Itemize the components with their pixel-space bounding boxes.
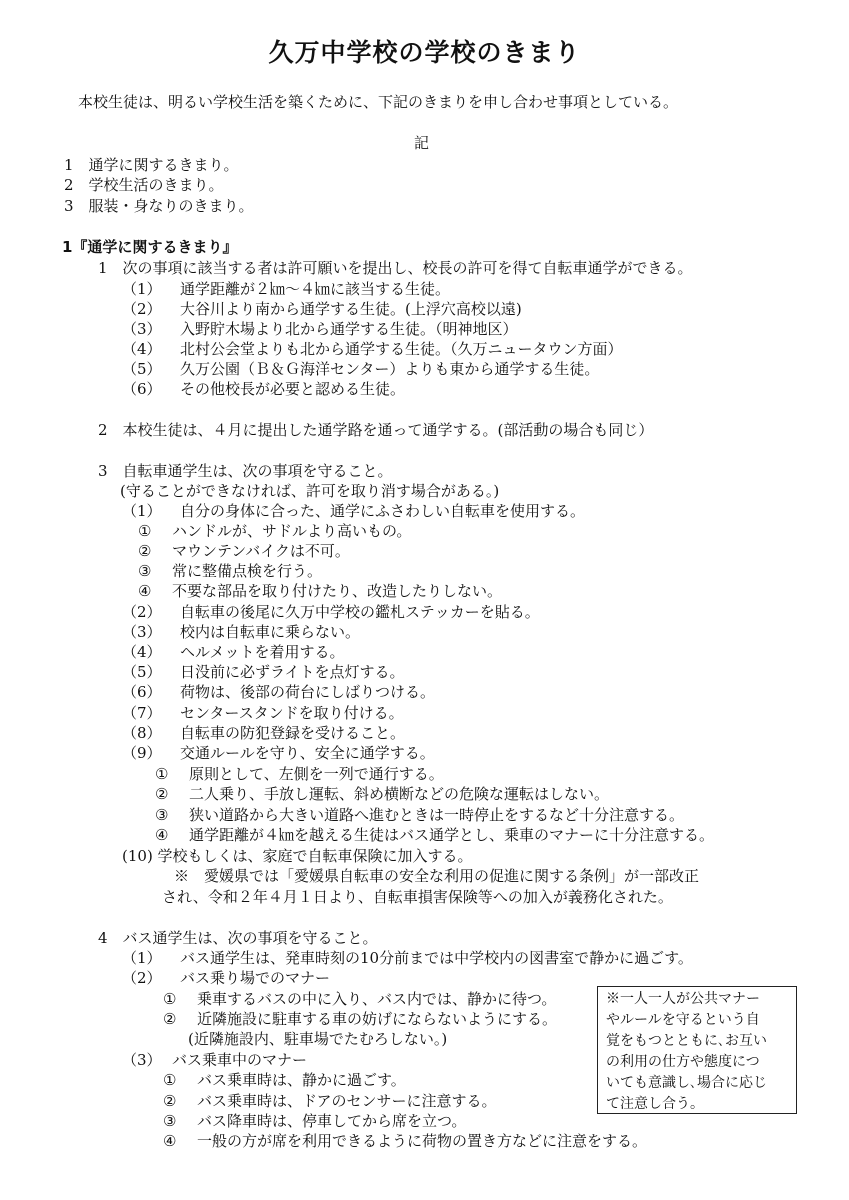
- circle-text: 近隣施設に駐車する車の妨げにならないようにする。: [197, 1010, 558, 1028]
- circle-mark: ①: [163, 990, 177, 1008]
- sub-item: [122, 1050, 307, 1070]
- circle-item: [138, 561, 322, 581]
- side-note-line: 覚をもつとともに､お互い: [606, 1033, 767, 1049]
- circle-item: [163, 1131, 647, 1151]
- circle-item: [155, 784, 609, 804]
- section1-heading: 1『通学に関するきまり』: [62, 238, 238, 256]
- sub-text: バス乗車中のマナー: [172, 1051, 308, 1069]
- circle-text: バス乗車時は、静かに過ごす。: [197, 1071, 406, 1089]
- sub-text: バス通学生は、発車時刻の10分前までは中学校内の図書室で静かに過ごす。: [180, 949, 693, 967]
- circle-mark: ①: [138, 522, 152, 540]
- toc-item: 1 通学に関するきまり。: [64, 156, 239, 174]
- circle-text: 常に整備点検を行う。: [172, 562, 323, 580]
- page-title: 久万中学校の学校のきまり: [268, 38, 581, 67]
- rule-item-3-note: (守ることができなければ、許可を取り消す場合がある。): [120, 482, 500, 500]
- circle-mark: ③: [138, 562, 152, 580]
- sub-text: センタースタンドを取り付ける。: [180, 704, 404, 722]
- sub-text: 北村公会堂よりも北から通学する生徒。（久万ニュータウン方面）: [180, 340, 623, 358]
- sub-item: [122, 379, 405, 399]
- sub-mark: （1）: [122, 502, 162, 520]
- sub-text: 自転車の後尾に久万中学校の鑑札ステッカーを貼る。: [180, 603, 540, 621]
- circle-text: マウンテンバイクは不可。: [172, 542, 350, 560]
- sub-text: 交通ルールを守り、安全に通学する。: [180, 744, 435, 762]
- sub-item: [122, 622, 360, 642]
- circle-item: [163, 1070, 406, 1090]
- side-note-line: ※一人一人が公共マナー: [606, 991, 760, 1007]
- sub-text: 自分の身体に合った、通学にふさわしい自転車を使用する。: [180, 502, 586, 520]
- sub-item: [122, 602, 540, 622]
- circle-mark: ②: [155, 785, 169, 803]
- sub-text: 大谷川より南から通学する生徒。(上浮穴高校以遠): [180, 300, 522, 318]
- sub-text: 久万公園（Ｂ＆Ｇ海洋センター）よりも東から通学する生徒。: [180, 360, 600, 378]
- sub-item: [122, 359, 599, 379]
- rule-item-1: 1 次の事項に該当する者は許可願いを提出し、校長の許可を得て自転車通学ができる。: [98, 259, 693, 277]
- toc-item: 2 学校生活のきまり。: [64, 176, 224, 194]
- side-note-line: いても意識し､場合に応じ: [606, 1075, 767, 1091]
- sub-mark: （3）: [122, 1051, 162, 1069]
- parking-note: (近隣施設内、駐車場でたむろしない。): [188, 1030, 448, 1048]
- rule-item-2: 2 本校生徒は、４月に提出した通学路を通って通学する。(部活動の場合も同じ）: [98, 421, 654, 439]
- circle-text: 原則として、左側を一列で通行する。: [189, 765, 444, 783]
- circle-mark: ④: [138, 582, 152, 600]
- circle-item: [138, 541, 350, 561]
- circle-text: バス降車時は、停車してから席を立つ。: [197, 1112, 467, 1130]
- side-note-line: の利用の仕方や態度につ: [606, 1054, 760, 1070]
- sub-item: [122, 299, 522, 319]
- sub-item: [122, 682, 435, 702]
- sub-text: 自転車の防犯登録を受けること。: [180, 724, 406, 742]
- side-note-box: [597, 986, 797, 1114]
- sub-item: [122, 339, 623, 359]
- sub-text: 日没前に必ずライトを点灯する。: [180, 663, 405, 681]
- circle-mark: ①: [155, 765, 169, 783]
- sub-mark: （2）: [122, 969, 162, 987]
- insurance-note-line-1: ※ 愛媛県では「愛媛県自転車の安全な利用の促進に関する条例」が一部改正: [174, 867, 700, 885]
- sub-mark: （5）: [122, 663, 162, 681]
- sub-mark: （3）: [122, 623, 162, 641]
- circle-item: [163, 1091, 497, 1111]
- sub-mark: （5）: [122, 360, 162, 378]
- circle-text: バス乗車時は、ドアのセンサーに注意する。: [197, 1092, 497, 1110]
- sub-item: [122, 501, 585, 521]
- sub-mark: （2）: [122, 603, 162, 621]
- circle-item: [138, 581, 502, 601]
- sub-item: [122, 723, 405, 743]
- circle-item: [155, 805, 684, 825]
- circle-mark: ③: [163, 1112, 177, 1130]
- sub-mark: （6）: [122, 380, 162, 398]
- rule-item-4: 4 バス通学生は、次の事項を守ること。: [98, 929, 378, 947]
- sub-mark: （9）: [122, 744, 162, 762]
- circle-item: [155, 825, 714, 845]
- circle-item: [163, 1111, 466, 1131]
- sub-mark: （7）: [122, 704, 162, 722]
- circle-text: 狭い道路から大きい道路へ進むときは一時停止をするなど十分注意する。: [189, 806, 685, 824]
- circle-text: 不要な部品を取り付けたり、改造したりしない。: [172, 582, 503, 600]
- sub-item: [122, 743, 435, 763]
- sub-mark: （8）: [122, 724, 162, 742]
- sub-text: 荷物は、後部の荷台にしばりつける。: [180, 683, 436, 701]
- circle-item: [155, 764, 444, 784]
- toc-item: 3 服装・身なりのきまり。: [64, 197, 254, 215]
- sub-item: [122, 319, 518, 339]
- sub-mark: （3）: [122, 320, 162, 338]
- sub-mark: （1）: [122, 949, 162, 967]
- sub-mark: （4）: [122, 643, 162, 661]
- circle-mark: ④: [163, 1132, 177, 1150]
- circle-mark: ②: [163, 1092, 177, 1110]
- sub-item: [122, 948, 693, 968]
- sub-mark: （2）: [122, 300, 162, 318]
- sub-text: 通学距離が２㎞～４㎞に該当する生徒。: [180, 280, 451, 298]
- sub-text: 校内は自転車に乗らない。: [180, 623, 361, 641]
- circle-text: 通学距離が４㎞を越える生徒はバス通学とし、乗車のマナーに十分注意する。: [189, 826, 715, 844]
- sub-text: ヘルメットを着用する。: [180, 643, 345, 661]
- sub-item: [122, 968, 330, 988]
- circle-text: 一般の方が席を利用できるように荷物の置き方などに注意をする。: [197, 1132, 648, 1150]
- rule-item-3: 3 自転車通学生は、次の事項を守ること。: [98, 462, 393, 480]
- circle-mark: ①: [163, 1071, 177, 1089]
- sub-text: 入野貯木場より北から通学する生徒。（明神地区）: [180, 320, 518, 338]
- sub-text: その他校長が必要と認める生徒。: [180, 380, 406, 398]
- sub-mark: （6）: [122, 683, 162, 701]
- side-note-line: て注意し合う。: [606, 1096, 704, 1112]
- sub-mark: （4）: [122, 340, 162, 358]
- circle-mark: ③: [155, 806, 169, 824]
- insurance-note-line-2: され、令和２年４月１日より、自転車損害保険等への加入が義務化された。: [162, 888, 673, 906]
- sub-item: [122, 642, 345, 662]
- circle-mark: ②: [138, 542, 152, 560]
- intro-text: 本校生徒は、明るい学校生活を築くために、下記のきまりを申し合わせ事項としている。: [78, 93, 679, 111]
- circle-text: ハンドルが、サドルより高いもの。: [172, 522, 412, 540]
- ki-heading: 記: [414, 134, 430, 152]
- sub-text: バス乗り場でのマナー: [180, 969, 331, 987]
- sub-item: [122, 662, 405, 682]
- circle-mark: ②: [163, 1010, 177, 1028]
- circle-mark: ④: [155, 826, 169, 844]
- sub-item: [122, 703, 404, 723]
- circle-item: [138, 521, 411, 541]
- sub-item-10: (10) 学校もしくは、家庭で自転車保険に加入する。: [122, 847, 473, 865]
- sub-mark: （1）: [122, 280, 162, 298]
- circle-text: 乗車するバスの中に入り、バス内では、静かに待つ。: [197, 990, 557, 1008]
- circle-item: [163, 989, 556, 1009]
- circle-text: 二人乗り、手放し運転、斜め横断などの危険な運転はしない。: [189, 785, 610, 803]
- circle-item: [163, 1009, 557, 1029]
- sub-item: [122, 279, 450, 299]
- side-note-line: やルールを守るという自: [606, 1012, 760, 1028]
